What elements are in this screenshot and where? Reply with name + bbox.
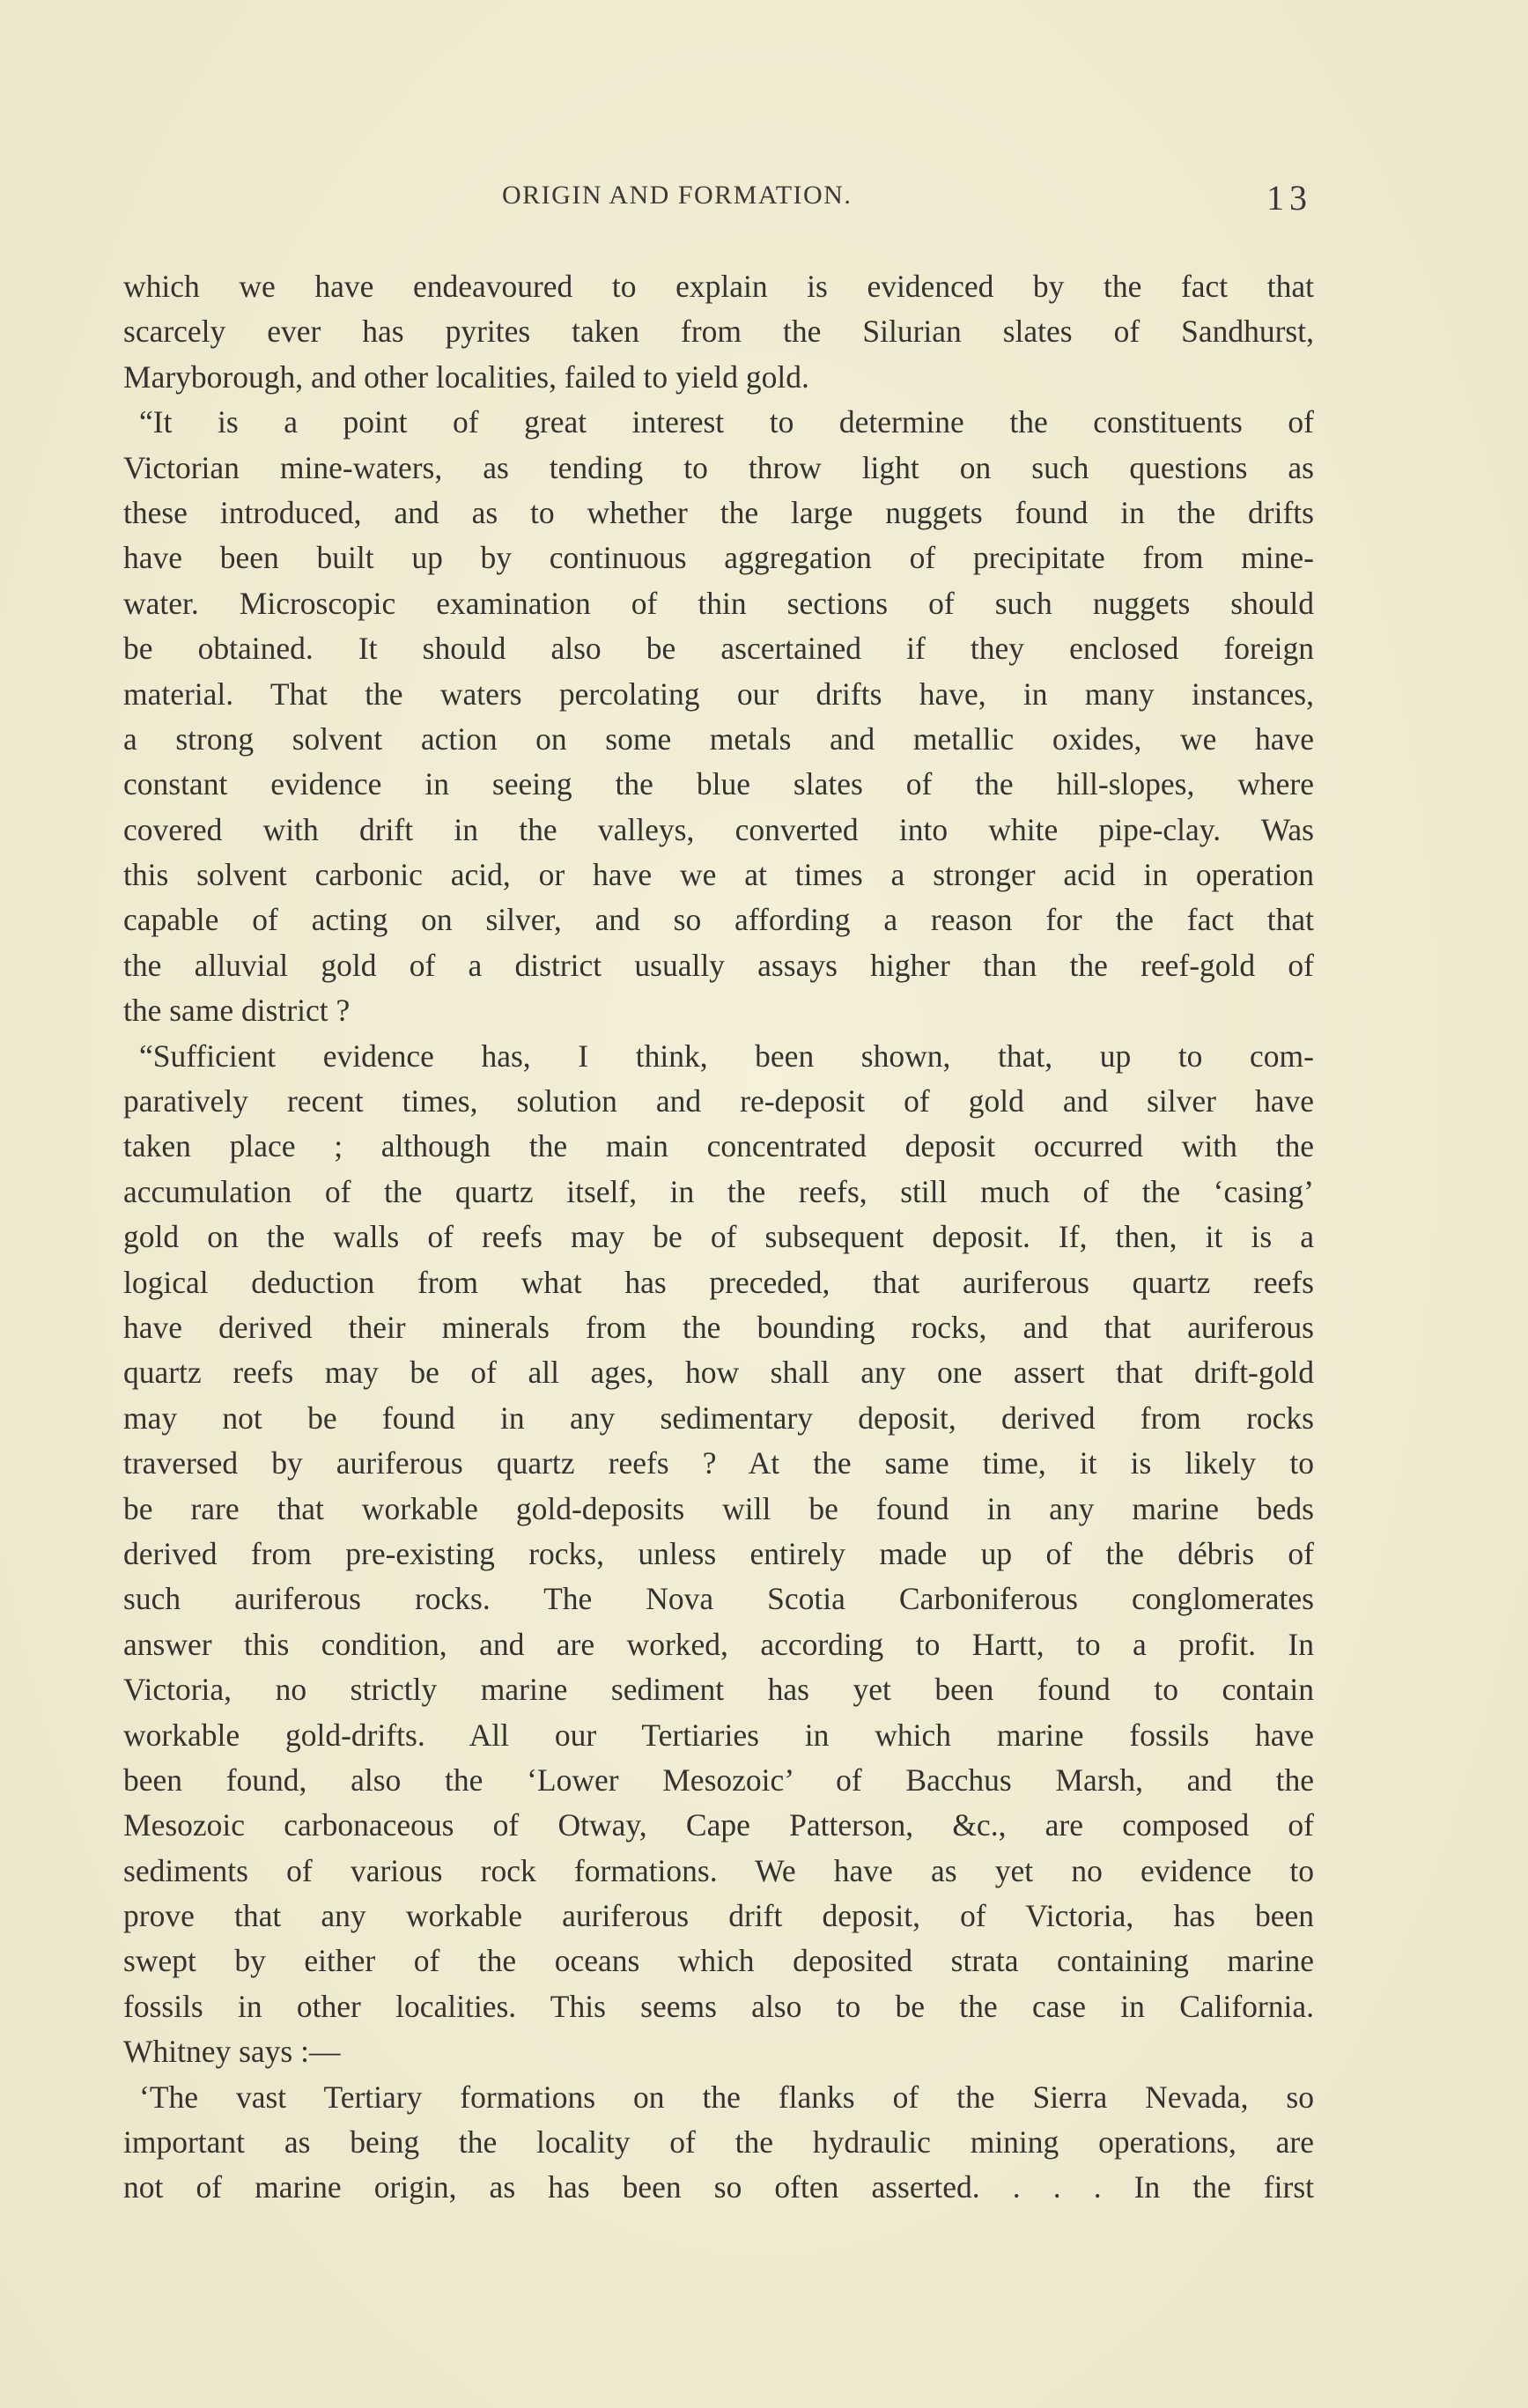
- text-line: paratively recent times, solution and re-deposit of gold and silver have: [123, 1083, 1314, 1119]
- text-line: Victoria, no strictly marine sediment has yet been found to contain: [123, 1672, 1314, 1708]
- text-line: a strong solvent action on some metals and metallic oxides, we have: [123, 720, 1314, 757]
- text-line: Mesozoic carbonaceous of Otway, Cape Patterson, &c., are composed of: [123, 1807, 1314, 1843]
- text-line: been found, also the ‘Lower Mesozoic’ of Bacchus Marsh, and the: [123, 1762, 1314, 1798]
- text-line: material. That the waters percolating our drifts have, in many instances,: [123, 676, 1314, 712]
- text-line: fossils in other localities. This seems also to be the case in California.: [123, 1988, 1314, 2024]
- text-line: not of marine origin, as has been so often asserted. . . . In the first: [123, 2169, 1314, 2205]
- text-line: such auriferous rocks. The Nova Scotia Carboniferous conglomerates: [123, 1581, 1314, 1617]
- text-line: scarcely ever has pyrites taken from the Silurian slates of Sandhurst,: [123, 314, 1314, 350]
- text-line: prove that any workable auriferous drift deposit, of Victoria, has been: [123, 1898, 1314, 1934]
- text-line: water. Microscopic examination of thin sections of such nuggets should: [123, 585, 1314, 621]
- text-line: which we have endeavoured to explain is evidenced by the fact that: [123, 269, 1314, 304]
- running-head: [123, 178, 1312, 225]
- body-text: [123, 264, 1314, 2211]
- text-line: constant evidence in seeing the blue slates of the hill-slopes, where: [123, 766, 1314, 802]
- text-line: Maryborough, and other localities, failed to yield gold.: [123, 358, 809, 395]
- text-line: traversed by auriferous quartz reefs ? At the same time, it is likely to: [123, 1445, 1314, 1481]
- text-line: ‘The vast Tertiary formations on the flanks of the Sierra Nevada, so: [139, 2079, 1314, 2115]
- text-line: covered with drift in the valleys, converted into white pipe-clay. Was: [123, 811, 1314, 847]
- text-line: these introduced, and as to whether the large nuggets found in the drifts: [123, 494, 1314, 530]
- text-line: derived from pre-existing rocks, unless entirely made up of the débris of: [123, 1535, 1314, 1571]
- text-line: accumulation of the quartz itself, in the reefs, still much of the ‘casing’: [123, 1173, 1314, 1209]
- text-line: logical deduction from what has preceded, that auriferous quartz reefs: [123, 1264, 1314, 1300]
- text-line: have been built up by continuous aggregation of precipitate from mine-: [123, 540, 1314, 576]
- text-line: gold on the walls of reefs may be of subsequent deposit. If, then, it is a: [123, 1219, 1314, 1255]
- text-line: workable gold-drifts. All our Tertiaries in which marine fossils have: [123, 1717, 1314, 1753]
- text-line: may not be found in any sedimentary deposit, derived from rocks: [123, 1400, 1314, 1436]
- page-number: 13: [1266, 178, 1312, 218]
- running-title: ORIGIN AND FORMATION.: [502, 181, 853, 210]
- text-line: important as being the locality of the hydraulic mining operations, are: [123, 2124, 1314, 2161]
- text-line: sediments of various rock formations. We have as yet no evidence to: [123, 1852, 1314, 1888]
- text-line: this solvent carbonic acid, or have we at times a stronger acid in operation: [123, 857, 1314, 893]
- text-line: be rare that workable gold-deposits will be found in any marine beds: [123, 1490, 1314, 1526]
- text-line: “It is a point of great interest to determine the constituents of: [139, 404, 1314, 440]
- text-line: answer this condition, and are worked, according to Hartt, to a profit. In: [123, 1626, 1314, 1662]
- text-line: capable of acting on silver, and so affording a reason for the fact that: [123, 902, 1314, 938]
- text-line: taken place ; although the main concentrated deposit occurred with the: [123, 1128, 1314, 1164]
- text-line: “Sufficient evidence has, I think, been shown, that, up to com-: [139, 1038, 1314, 1074]
- text-line: Whitney says :—: [123, 2034, 341, 2070]
- text-line: quartz reefs may be of all ages, how shall any one assert that drift-gold: [123, 1355, 1314, 1391]
- text-line: be obtained. It should also be ascertained if they enclosed foreign: [123, 631, 1314, 667]
- text-line: Victorian mine-waters, as tending to throw light on such questions as: [123, 449, 1314, 485]
- text-line: the same district ?: [123, 993, 351, 1029]
- text-line: have derived their minerals from the bounding rocks, and that auriferous: [123, 1309, 1314, 1345]
- text-line: the alluvial gold of a district usually assays higher than the reef-gold of: [123, 947, 1314, 983]
- text-line: swept by either of the oceans which deposited strata containing marine: [123, 1943, 1314, 1979]
